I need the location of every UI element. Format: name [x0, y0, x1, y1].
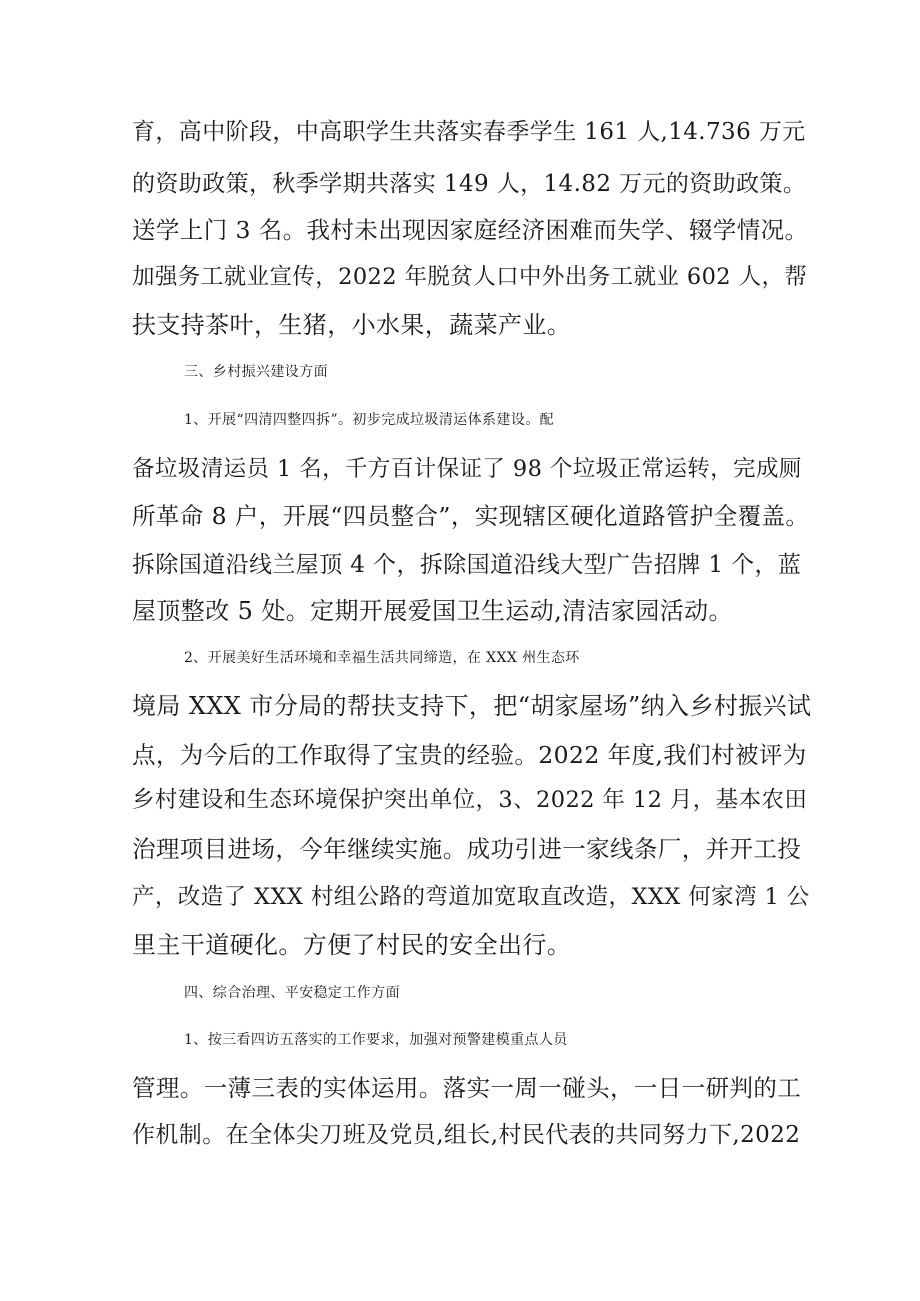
text-line: 点，为今后的工作取得了宝贵的经验。2022 年度,我们村被评为 — [132, 741, 807, 769]
paragraph-start: 1、开展“四清四整四拆”。初步完成垃圾清运体系建设。配 — [184, 412, 555, 428]
section-heading: 四、综合治理、平安稳定工作方面 — [184, 985, 400, 1001]
text-line: 备垃圾清运员 1 名，千方百计保证了 98 个垃圾正常运转，完成厕 — [132, 456, 802, 482]
text-line: 屋顶整改 5 处。定期开展爱国卫生运动,清洁家园活动。 — [132, 597, 733, 625]
text-line: 送学上门 3 名。我村未出现因家庭经济困难而失学、辍学情况。 — [132, 216, 809, 244]
paragraph-start: 1、按三看四访五落实的工作要求，加强对预警建模重点人员 — [184, 1032, 568, 1048]
text-line: 的资助政策，秋季学期共落实 149 人，14.82 万元的资助政策。 — [132, 171, 807, 197]
text-line: 管理。一薄三表的实体运用。落实一周一碰头，一日一研判的工 — [132, 1074, 802, 1102]
text-line: 所革命 8 户，开展“四员整合”，实现辖区硬化道路管护全覆盖。 — [132, 502, 810, 530]
text-line: 里主干道硬化。方便了村民的安全出行。 — [132, 931, 572, 959]
text-line: 治理项目进场，今年继续实施。成功引进一家线条厂，并开工投 — [132, 835, 802, 863]
text-line: 作机制。在全体尖刀班及党员,组长,村民代表的共同努力下,2022 — [132, 1122, 801, 1148]
text-line: 乡村建设和生态环境保护突出单位，3、2022 年 12 月，基本农田 — [132, 787, 808, 813]
section-heading: 三、乡村振兴建设方面 — [184, 364, 328, 380]
text-line: 拆除国道沿线兰屋顶 4 个，拆除国道沿线大型广告招牌 1 个，蓝 — [132, 552, 802, 578]
text-line: 产，改造了 XXX 村组公路的弯道加宽取直改造，XXX 何家湾 1 公 — [132, 884, 810, 910]
text-line: 加强务工就业宣传，2022 年脱贫人口中外出务工就业 602 人，帮 — [132, 264, 808, 290]
text-line: 扶支持茶叶，生猪，小水果，蔬菜产业。 — [132, 311, 572, 339]
text-line: 育，高中阶段，中高职学生共落实春季学生 161 人,14.736 万元 — [132, 119, 806, 145]
text-line: 境局 XXX 市分局的帮扶支持下，把“胡家屋场”纳入乡村振兴试 — [132, 692, 812, 720]
paragraph-start: 2、开展美好生活环境和幸福生活共同缔造，在 XXX 州生态环 — [184, 650, 580, 666]
